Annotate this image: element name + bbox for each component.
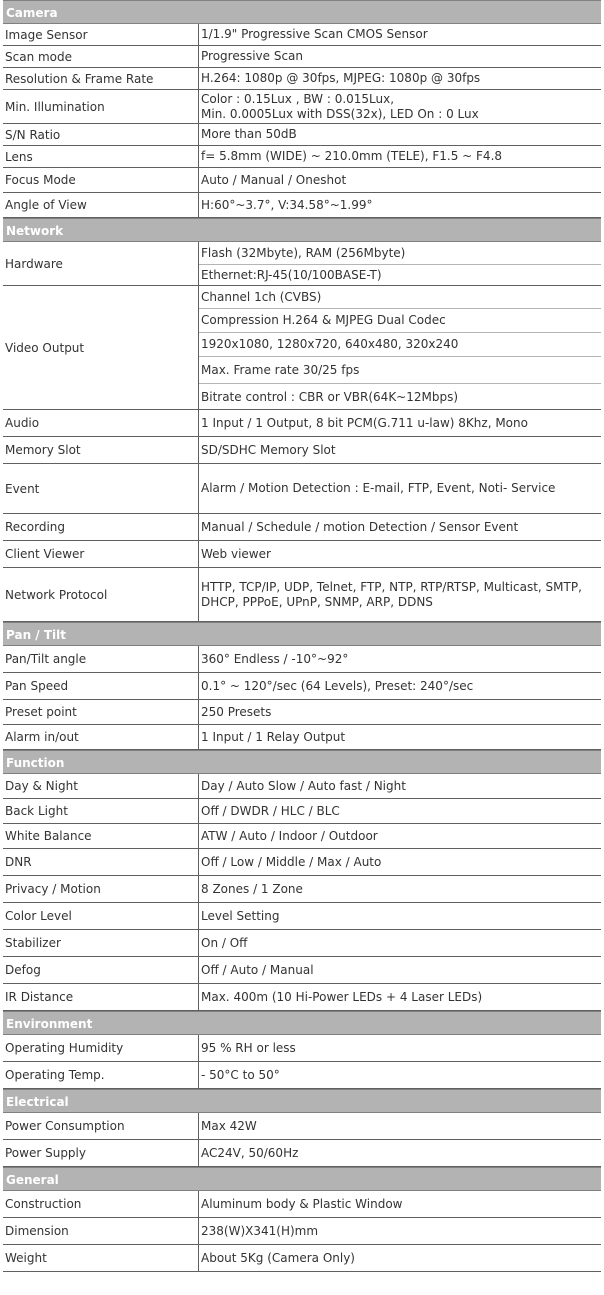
spec-value: 0.1° ~ 120°/sec (64 Levels), Preset: 240°/sec xyxy=(201,678,474,693)
spec-row-resolution-frame-rate xyxy=(3,68,601,90)
spec-label: White Balance xyxy=(3,824,199,848)
spec-value-cell xyxy=(199,146,601,167)
spec-row-stabilizer xyxy=(3,930,601,957)
spec-value: Day / Auto Slow / Auto fast / Night xyxy=(201,778,406,793)
spec-label: Recording xyxy=(3,514,199,540)
spec-row-dnr xyxy=(3,849,601,876)
spec-label: Lens xyxy=(3,146,199,167)
spec-row-image-sensor xyxy=(3,24,601,46)
spec-label: Stabilizer xyxy=(3,930,199,956)
spec-value: 360° Endless / -10°~92° xyxy=(201,651,349,666)
spec-value-cell xyxy=(199,541,601,567)
spec-value-cell xyxy=(199,876,601,902)
spec-label: Video Output xyxy=(3,286,199,409)
spec-value-cell xyxy=(199,264,601,286)
spec-value-cell xyxy=(199,90,601,123)
spec-value: Off / Auto / Manual xyxy=(201,962,314,977)
spec-value: 8 Zones / 1 Zone xyxy=(201,881,303,896)
spec-value: H.264: 1080p @ 30fps, MJPEG: 1080p @ 30fps xyxy=(201,71,481,85)
spec-value: Level Setting xyxy=(201,908,280,923)
spec-value-cell xyxy=(199,437,601,463)
section-header-environment: Environment xyxy=(3,1011,601,1035)
spec-label: Resolution & Frame Rate xyxy=(3,68,199,89)
spec-table xyxy=(3,0,601,1272)
spec-label: Color Level xyxy=(3,903,199,929)
spec-value-cell xyxy=(199,410,601,436)
spec-value: Max 42W xyxy=(201,1118,257,1133)
spec-label: Image Sensor xyxy=(3,24,199,45)
spec-row-color-level xyxy=(3,903,601,930)
spec-value: Web viewer xyxy=(201,546,271,561)
spec-label: Audio xyxy=(3,410,199,436)
spec-value: About 5Kg (Camera Only) xyxy=(201,1250,355,1265)
spec-value-cell xyxy=(199,824,601,848)
spec-value: Auto / Manual / Oneshot xyxy=(201,172,347,187)
spec-row-min-illumination xyxy=(3,90,601,124)
spec-value: Manual / Schedule / motion Detection / Sensor Event xyxy=(201,519,519,534)
spec-label: Dimension xyxy=(3,1218,199,1244)
spec-row-operating-temp xyxy=(3,1062,601,1089)
spec-value: Color : 0.15Lux , BW : 0.015Lux, Min. 0.0005Lux with DSS(32x), LED On : 0 Lux xyxy=(201,91,479,121)
spec-row-client-viewer xyxy=(3,541,601,568)
spec-value-cell xyxy=(199,286,601,308)
spec-value-cell xyxy=(199,383,601,410)
spec-value: Flash (32Mbyte), RAM (256Mbyte) xyxy=(201,245,406,260)
spec-value: 1/1.9" Progressive Scan CMOS Sensor xyxy=(201,27,428,41)
spec-value-cell xyxy=(199,1191,601,1217)
spec-value-cell xyxy=(199,1140,601,1166)
spec-row-construction xyxy=(3,1191,601,1218)
spec-value-cell xyxy=(199,1062,601,1088)
spec-label: Hardware xyxy=(3,242,199,285)
spec-value: Bitrate control : CBR or VBR(64K~12Mbps) xyxy=(201,389,459,404)
spec-value-cell xyxy=(199,124,601,145)
spec-value: Max. 400m (10 Hi-Power LEDs + 4 Laser LEDs) xyxy=(201,989,483,1004)
spec-label: Privacy / Motion xyxy=(3,876,199,902)
spec-value: More than 50dB xyxy=(201,127,297,141)
spec-label: S/N Ratio xyxy=(3,124,199,145)
spec-row-operating-humidity xyxy=(3,1035,601,1062)
spec-value-cell xyxy=(199,193,601,217)
spec-label: Operating Humidity xyxy=(3,1035,199,1061)
spec-label: IR Distance xyxy=(3,984,199,1010)
spec-value-cell xyxy=(199,903,601,929)
spec-value: 238(W)X341(H)mm xyxy=(201,1223,319,1238)
spec-row-scan-mode xyxy=(3,46,601,68)
spec-value: Aluminum body & Plastic Window xyxy=(201,1196,403,1211)
spec-value-cell xyxy=(199,957,601,983)
spec-value: Alarm / Motion Detection : E-mail, FTP, Event, Noti- Service xyxy=(201,481,556,495)
spec-label: Client Viewer xyxy=(3,541,199,567)
spec-value-cell xyxy=(199,725,601,749)
spec-value-cell xyxy=(199,1218,601,1244)
spec-value-cell xyxy=(199,24,601,45)
spec-value-cell xyxy=(199,984,601,1010)
spec-value: Off / Low / Middle / Max / Auto xyxy=(201,854,382,869)
spec-value: 95 % RH or less xyxy=(201,1040,296,1055)
spec-value: Max. Frame rate 30/25 fps xyxy=(201,362,360,377)
spec-label: Weight xyxy=(3,1245,199,1271)
spec-row-dimension xyxy=(3,1218,601,1245)
spec-label: Angle of View xyxy=(3,193,199,217)
spec-value-cell xyxy=(199,673,601,699)
spec-label: Power Supply xyxy=(3,1140,199,1166)
section-header-general: General xyxy=(3,1167,601,1191)
spec-row-back-light xyxy=(3,799,601,824)
spec-label: Scan mode xyxy=(3,46,199,67)
spec-label: Day & Night xyxy=(3,774,199,798)
spec-label: Preset point xyxy=(3,700,199,724)
spec-row-defog xyxy=(3,957,601,984)
spec-label: Alarm in/out xyxy=(3,725,199,749)
spec-value-cell xyxy=(199,930,601,956)
spec-value: 250 Presets xyxy=(201,704,272,719)
spec-value: 1 Input / 1 Relay Output xyxy=(201,729,346,744)
spec-value-cell xyxy=(199,464,601,513)
spec-value-cell xyxy=(199,308,601,332)
section-header-pan-tilt: Pan / Tilt xyxy=(3,622,601,646)
spec-value: ATW / Auto / Indoor / Outdoor xyxy=(201,828,378,843)
spec-row-privacy-motion xyxy=(3,876,601,903)
spec-row-hardware xyxy=(3,242,601,286)
spec-row-preset-point xyxy=(3,700,601,725)
spec-value: H:60°~3.7°, V:34.58°~1.99° xyxy=(201,197,373,212)
spec-value: 1920x1080, 1280x720, 640x480, 320x240 xyxy=(201,337,459,351)
spec-value-cell xyxy=(199,700,601,724)
spec-label: Memory Slot xyxy=(3,437,199,463)
spec-value-cell xyxy=(199,568,601,621)
spec-row-power-supply xyxy=(3,1140,601,1167)
spec-label: Network Protocol xyxy=(3,568,199,621)
spec-value-cell xyxy=(199,1245,601,1271)
spec-row-recording xyxy=(3,514,601,541)
spec-value: - 50°C to 50° xyxy=(201,1067,280,1082)
section-header-network: Network xyxy=(3,218,601,242)
spec-row-s-n-ratio xyxy=(3,124,601,146)
spec-label: Defog xyxy=(3,957,199,983)
section-header-camera: Camera xyxy=(3,0,601,24)
spec-value: 1 Input / 1 Output, 8 bit PCM(G.711 u-law) 8Khz, Mono xyxy=(201,415,528,430)
spec-label: DNR xyxy=(3,849,199,875)
spec-value-cell xyxy=(199,1113,601,1139)
spec-value: HTTP, TCP/IP, UDP, Telnet, FTP, NTP, RTP/RTSP, Multicast, SMTP, DHCP, PPPoE, UPnP, SNMP, ARP, DDNS xyxy=(201,579,582,609)
spec-row-pan-speed xyxy=(3,673,601,700)
spec-row-ir-distance xyxy=(3,984,601,1011)
spec-row-network-protocol xyxy=(3,568,601,622)
spec-value: SD/SDHC Memory Slot xyxy=(201,442,336,457)
spec-label: Focus Mode xyxy=(3,168,199,192)
spec-value-cell xyxy=(199,774,601,798)
spec-label: Pan Speed xyxy=(3,673,199,699)
spec-value: Progressive Scan xyxy=(201,49,304,63)
spec-value-cell xyxy=(199,332,601,356)
spec-value-cell xyxy=(199,849,601,875)
spec-row-angle-of-view xyxy=(3,193,601,218)
spec-row-audio xyxy=(3,410,601,437)
spec-row-focus-mode xyxy=(3,168,601,193)
spec-label: Back Light xyxy=(3,799,199,823)
spec-value-cell xyxy=(199,168,601,192)
spec-value: Compression H.264 & MJPEG Dual Codec xyxy=(201,313,446,327)
spec-label: Pan/Tilt angle xyxy=(3,646,199,672)
spec-value: Ethernet:RJ-45(10/100BASE-T) xyxy=(201,268,382,282)
spec-row-memory-slot xyxy=(3,437,601,464)
spec-row-alarm-in-out xyxy=(3,725,601,750)
spec-value-cell xyxy=(199,1035,601,1061)
spec-row-pan-tilt-angle xyxy=(3,646,601,673)
spec-value: On / Off xyxy=(201,935,248,950)
spec-value-cell xyxy=(199,356,601,383)
spec-value: Off / DWDR / HLC / BLC xyxy=(201,803,340,818)
spec-value-cell xyxy=(199,242,601,264)
section-header-function: Function xyxy=(3,750,601,774)
spec-row-power-consumption xyxy=(3,1113,601,1140)
spec-value-cell xyxy=(199,68,601,89)
spec-label: Event xyxy=(3,464,199,513)
spec-row-event xyxy=(3,464,601,514)
spec-row-video-output xyxy=(3,286,601,410)
spec-label: Operating Temp. xyxy=(3,1062,199,1088)
spec-value: AC24V, 50/60Hz xyxy=(201,1145,299,1160)
spec-row-day-night xyxy=(3,774,601,799)
spec-row-lens xyxy=(3,146,601,168)
spec-value-cell xyxy=(199,514,601,540)
spec-label: Min. Illumination xyxy=(3,90,199,123)
spec-value: Channel 1ch (CVBS) xyxy=(201,289,322,304)
spec-label: Power Consumption xyxy=(3,1113,199,1139)
spec-row-white-balance xyxy=(3,824,601,849)
spec-label: Construction xyxy=(3,1191,199,1217)
spec-value-cell xyxy=(199,646,601,672)
spec-row-weight xyxy=(3,1245,601,1272)
spec-value-cell xyxy=(199,799,601,823)
spec-value: f= 5.8mm (WIDE) ~ 210.0mm (TELE), F1.5 ~ F4.8 xyxy=(201,149,503,163)
spec-value-cell xyxy=(199,46,601,67)
section-header-electrical: Electrical xyxy=(3,1089,601,1113)
